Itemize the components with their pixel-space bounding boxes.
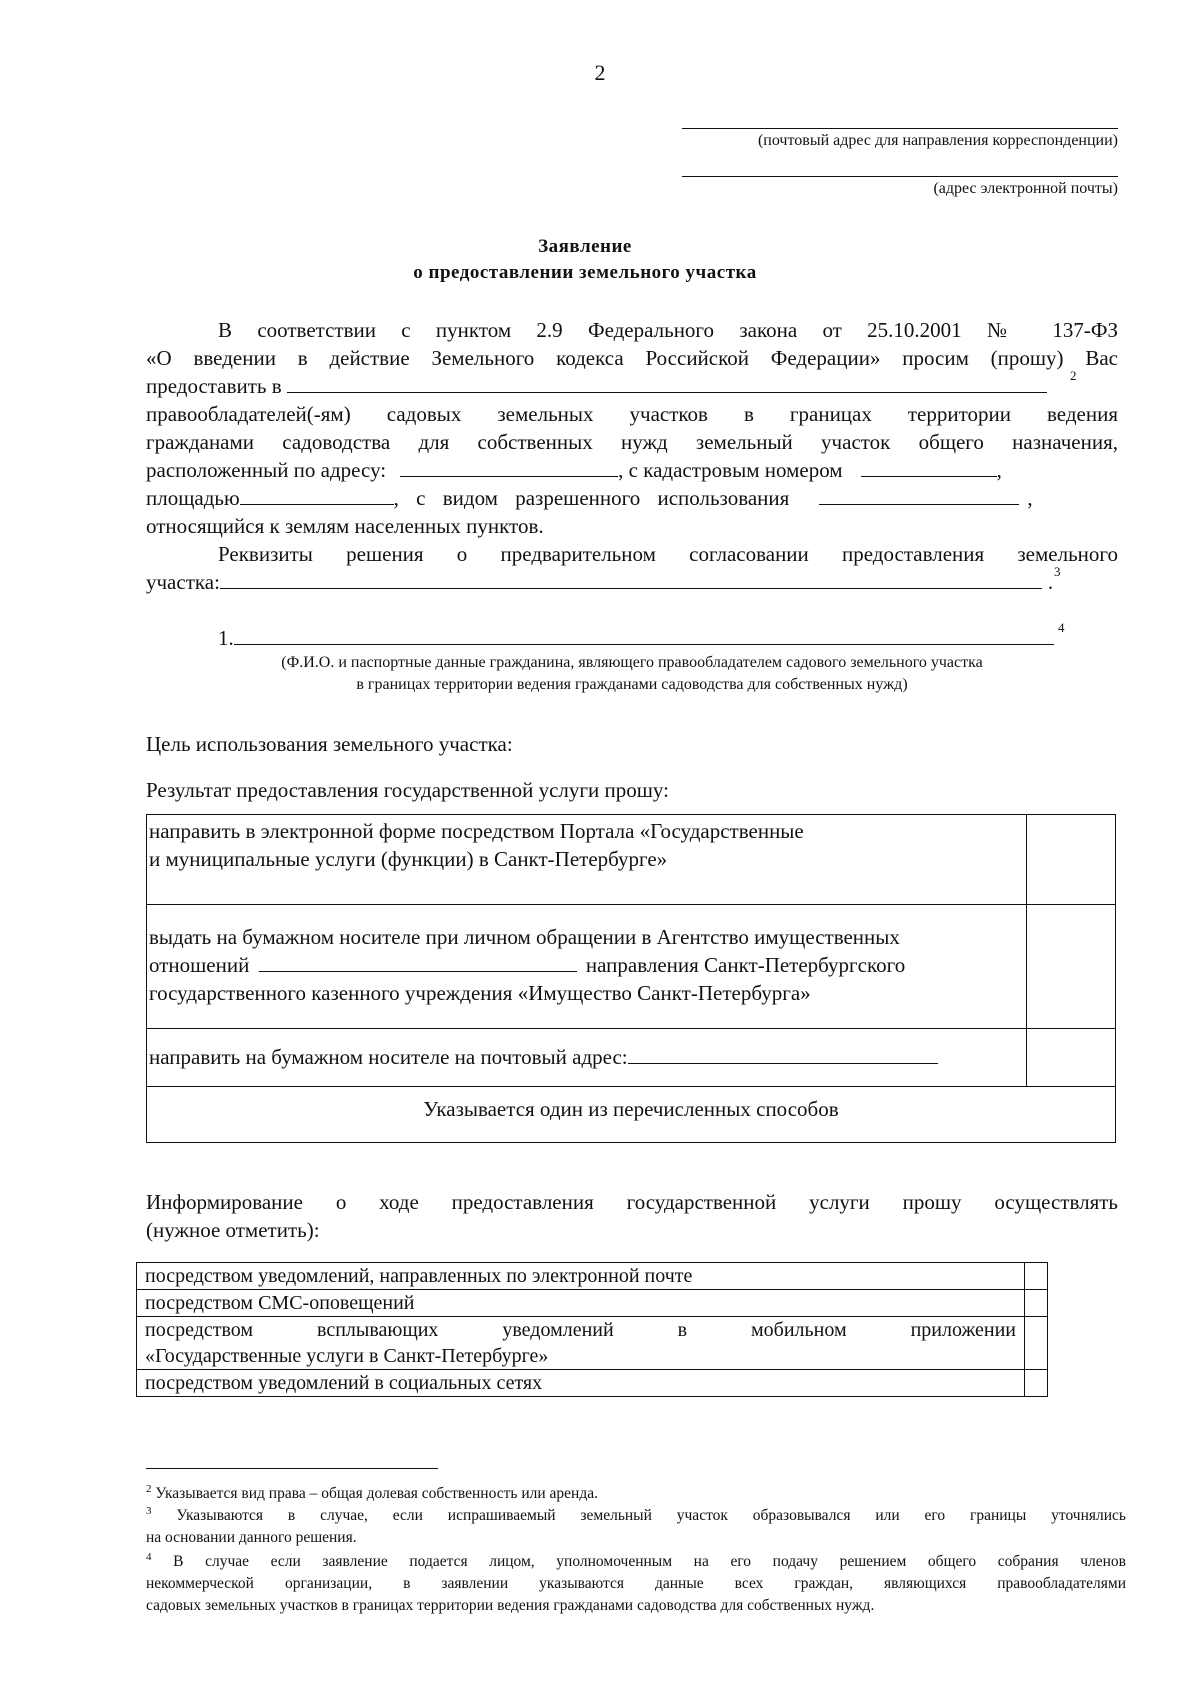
result-option-post-label: направить на бумажном носителе на почтовый адрес: [149,1045,628,1069]
applicant-caption-1: (Ф.И.О. и паспортные данные гражданина, являющего правообладателем садового земельного участка [281,654,983,671]
document-title: Заявление [538,236,632,257]
info-option-app-line2: «Государственные услуги в Санкт-Петербурге» [145,1345,549,1367]
decision-label: участка: [146,570,220,594]
result-option-in-person-line3: государственного казенного учреждения «Имущество Санкт-Петербурга» [149,981,811,1005]
info-option-row [137,1317,1048,1370]
info-option-app-checkbox[interactable] [1025,1317,1048,1370]
info-option-app-line1: посредством всплывающих уведомлений в мобильном приложении [145,1319,1016,1341]
result-option-electronic-line1: направить в электронной форме посредством Портала «Государственные [149,819,804,843]
footnote-4-line3: садовых земельных участков в границах территории ведения гражданами садоводства для собственных нужд. [146,1597,875,1615]
result-options-table [146,814,1116,1143]
info-option-sms-checkbox[interactable] [1025,1290,1048,1317]
footnote-ref-4: 4 [1058,620,1065,635]
info-option-app [137,1317,1025,1370]
footnote-4 [146,1546,1126,1617]
result-option-in-person-line1: выдать на бумажном носителе при личном обращении в Агентство имущественных [149,925,900,949]
use-type-blank [819,484,1019,505]
department-label: направления Санкт-Петербургского [585,953,906,977]
result-option-electronic-checkbox[interactable] [1027,815,1116,905]
address-label: расположенный по адресу: [146,458,387,482]
result-options-note: Указывается один из перечисленных способов [147,1087,1116,1143]
footnote-4-line2: некоммерческой организации, в заявлении указываются данные всех граждан, являющихся правообладателями [146,1575,1126,1593]
applicant-line [218,624,1054,652]
purpose-label: Цель использования земельного участка: [146,732,513,756]
para2-end: . [1047,570,1054,594]
info-option-email-checkbox[interactable] [1025,1263,1048,1290]
footnote-2-mark: 2 [146,1483,152,1495]
cadastral-blank [861,456,997,477]
result-option-electronic [147,815,1027,905]
para1-line2: «О введении в действие Земельного кодекса Российской Федерации» просим (прошу) Вас [146,346,1118,370]
para1-line6 [146,456,1118,484]
address-blank [400,456,618,477]
right-type-blank [287,372,1047,393]
result-option-post [147,1029,1027,1087]
decision-blank [220,568,1042,589]
info-options-table [136,1262,1048,1397]
applicant-blank [234,624,1054,645]
footnote-2-text: Указывается вид права – общая долевая собственность или аренда. [155,1485,598,1503]
result-label: Результат предоставления государственной услуги прошу: [146,778,669,802]
result-option-row [147,815,1116,905]
info-option-row [137,1290,1048,1317]
address-blank-line [682,128,1118,129]
area-blank [240,484,394,505]
footnote-3 [146,1500,1126,1549]
info-option-social-checkbox[interactable] [1025,1370,1048,1397]
footnote-ref-2: 2 [1070,368,1077,383]
address-caption: (почтовый адрес для направления корреспонденции) [757,132,1118,149]
email-blank-line [682,176,1118,177]
result-option-electronic-line2: и муниципальные услуги (функции) в Санкт-Петербурге» [149,847,668,871]
footnote-separator [146,1468,438,1469]
postal-address-blank [628,1043,938,1064]
footnote-3-line2: на основании данного решения. [146,1529,357,1547]
footnote-3-mark: 3 [146,1505,152,1517]
info-option-row [137,1370,1048,1397]
document-subtitle: о предоставлении земельного участка [413,262,757,283]
info-label-line1: Информирование о ходе предоставления государственной услуги прошу осуществлять [146,1190,1118,1214]
info-option-sms: посредством СМС-оповещений [137,1290,1025,1317]
footnote-4-line1: В случае если заявление подается лицом, уполномоченным на его подачу решением общего собрания членов [173,1553,1126,1571]
para1-line7-end: , [1027,486,1033,510]
result-option-row [147,1029,1116,1087]
result-option-in-person-line2 [149,951,1024,979]
para1-line4: правообладателей(-ям) садовых земельных участков в границах территории ведения [146,402,1118,426]
para1-line6-end: , [996,458,1002,482]
para2-line1: Реквизиты решения о предварительном согласовании предоставления земельного [218,542,1118,566]
result-note-row [147,1087,1116,1143]
para1-line8: относящийся к землям населенных пунктов. [146,514,544,538]
para1-line5: гражданами садоводства для собственных нужд земельный участок общего назначения, [146,430,1118,454]
para1-line1: В соответствии с пунктом 2.9 Федерального закона от 25.10.2001 № 137-ФЗ [218,318,1118,342]
result-option-post-checkbox[interactable] [1027,1029,1116,1087]
result-option-row [147,905,1116,1029]
relations-label: отношений [149,953,250,977]
para2-line2 [146,568,1053,596]
footnote-4-mark: 4 [146,1551,152,1563]
applicant-caption-2: в границах территории ведения гражданами садоводства для собственных нужд) [356,676,908,693]
footnote-ref-3: 3 [1054,564,1061,579]
para1-line7 [146,484,1118,512]
info-label-line2: (нужное отметить): [146,1218,320,1242]
page-number: 2 [594,60,606,85]
area-label: площадью [146,486,240,510]
info-option-social: посредством уведомлений в социальных сетях [137,1370,1025,1397]
applicant-number: 1. [218,626,234,650]
department-blank [259,951,577,972]
use-type-label: , с видом разрешенного использования [393,486,790,510]
result-option-in-person-checkbox[interactable] [1027,905,1116,1029]
para1-line3 [146,372,1047,400]
email-caption: (адрес электронной почты) [933,180,1118,197]
para1-line3-prefix: предоставить в [146,374,282,398]
footnote-3-line1: Указываются в случае, если испрашиваемый земельный участок образовывался или его границы уточнялись [176,1507,1127,1525]
info-option-email: посредством уведомлений, направленных по электронной почте [137,1263,1025,1290]
cadastral-label: , с кадастровым номером [618,458,843,482]
info-option-row [137,1263,1048,1290]
result-option-in-person [147,905,1027,1029]
